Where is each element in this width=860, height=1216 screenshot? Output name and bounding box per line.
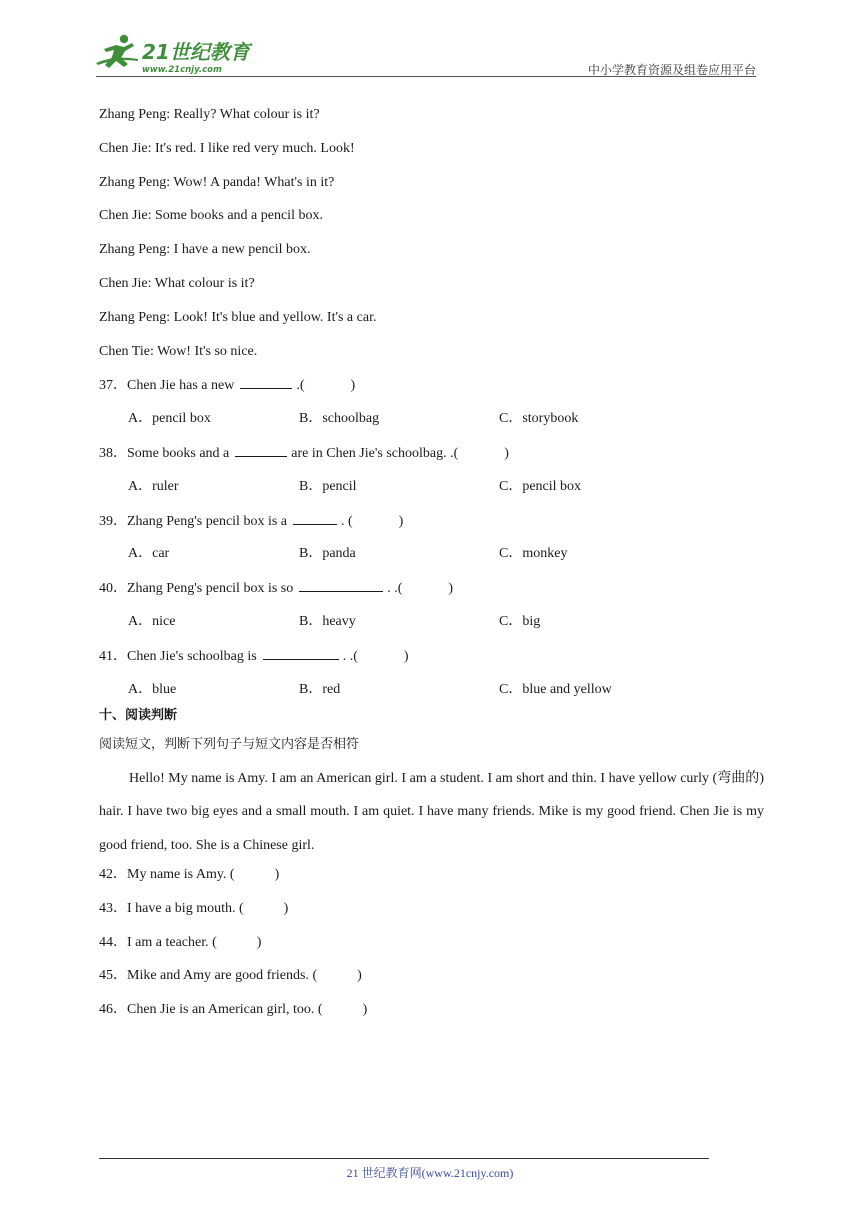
- question-text-after: . .(: [342, 648, 358, 664]
- judgment-text: My name is Amy. (: [127, 866, 235, 882]
- footer-divider: [99, 1158, 709, 1159]
- option-c[interactable]: C．storybook: [499, 411, 579, 427]
- option-b[interactable]: B．heavy: [299, 613, 356, 629]
- dialogue-line: Chen Jie: What colour is it?: [99, 275, 255, 291]
- paren-close: ): [274, 866, 280, 882]
- platform-name: 中小学教育资源及组卷应用平台: [587, 63, 756, 77]
- question-number: 38．: [99, 445, 127, 461]
- dialogue: [99, 103, 764, 373]
- question-text-after: are in Chen Jie's schoolbag. .(: [291, 445, 459, 461]
- header-divider: [96, 76, 756, 77]
- paren-close: ): [448, 581, 454, 597]
- option-a[interactable]: A．car: [128, 546, 170, 562]
- page-content: [99, 103, 764, 1032]
- option-b[interactable]: B．panda: [299, 546, 356, 562]
- answer-blank[interactable]: [235, 441, 287, 457]
- option-c[interactable]: C．monkey: [499, 546, 568, 562]
- options-40: [99, 610, 764, 644]
- question-number: 40．: [99, 581, 127, 597]
- answer-blank[interactable]: [240, 373, 292, 389]
- question-text-after: . (: [341, 513, 353, 529]
- answer-blank[interactable]: [263, 644, 339, 660]
- question-41: [99, 644, 764, 678]
- dialogue-line: Zhang Peng: Really? What colour is it?: [99, 107, 320, 122]
- question-number: 43．: [99, 900, 127, 916]
- option-b[interactable]: B．red: [299, 681, 341, 697]
- paren-close: ): [350, 378, 356, 394]
- question-text: Chen Jie has a new: [127, 378, 235, 394]
- question-39: [99, 509, 764, 543]
- paren-close: ): [398, 513, 404, 529]
- judgment-44: [99, 931, 764, 965]
- question-text: Some books and a: [127, 445, 230, 461]
- question-40: [99, 576, 764, 610]
- question-text: Zhang Peng's pencil box is a: [127, 513, 287, 529]
- question-38: [99, 441, 764, 475]
- option-a[interactable]: A．pencil box: [128, 411, 211, 427]
- paren-close: ): [504, 445, 509, 461]
- question-number: 39．: [99, 513, 127, 529]
- options-38: [99, 475, 764, 509]
- question-number: 37．: [99, 378, 127, 394]
- question-text: Chen Jie's schoolbag is: [127, 648, 257, 664]
- paren-close: ): [256, 934, 262, 950]
- dialogue-line: Zhang Peng: I have a new pencil box.: [99, 242, 311, 258]
- option-a[interactable]: A．ruler: [128, 478, 179, 494]
- option-c[interactable]: C．pencil box: [499, 478, 582, 494]
- options-37: [99, 407, 764, 441]
- option-c[interactable]: C．big: [499, 613, 541, 629]
- judgment-text: Chen Jie is an American girl, too. (: [127, 1002, 323, 1018]
- dialogue-line: Chen Jie: It's red. I like red very much. Look!: [99, 140, 355, 156]
- answer-blank[interactable]: [293, 509, 337, 525]
- option-b[interactable]: B．pencil: [299, 478, 357, 494]
- question-number: 46．: [99, 1002, 127, 1018]
- section-instruction: 阅读短文，判断下列句子与短文内容是否相符: [99, 736, 360, 752]
- question-text: Zhang Peng's pencil box is so: [127, 581, 294, 597]
- options-39: [99, 542, 764, 576]
- section-title: 十、阅读判断: [99, 707, 178, 723]
- judgment-45: [99, 964, 764, 998]
- page-header: [0, 0, 860, 80]
- dialogue-line: Chen Jie: Some books and a pencil box.: [99, 208, 323, 224]
- footer-link[interactable]: 21 世纪教育网(www.21cnjy.com): [346, 1166, 514, 1180]
- judgment-text: I am a teacher. (: [127, 934, 217, 950]
- option-a[interactable]: A．blue: [128, 681, 177, 697]
- question-37: [99, 373, 764, 407]
- judgment-text: Mike and Amy are good friends. (: [127, 968, 318, 984]
- judgment-text: I have a big mouth. (: [127, 900, 244, 916]
- judgment-46: [99, 998, 764, 1032]
- option-c[interactable]: C．blue and yellow: [499, 681, 612, 697]
- judgment-42: [99, 863, 764, 897]
- option-b[interactable]: B．schoolbag: [299, 411, 380, 427]
- question-text-after: . .(: [387, 581, 403, 597]
- question-number: 44．: [99, 934, 127, 950]
- question-number: 41．: [99, 648, 127, 664]
- dialogue-line: Zhang Peng: Look! It's blue and yellow. It's a car.: [99, 309, 377, 325]
- option-a[interactable]: A．nice: [128, 613, 176, 629]
- logo-url: www.21cnjy.com: [142, 65, 222, 75]
- paren-close: ): [362, 1002, 368, 1018]
- question-text-after: .(: [296, 378, 305, 394]
- question-number: 45．: [99, 968, 127, 984]
- paren-close: ): [283, 900, 289, 916]
- logo-text: 21世纪教育: [142, 40, 250, 64]
- reading-passage: Hello! My name is Amy. I am an American girl. I am a student. I am short and thin. I have yellow curly (弯曲的) hair. I have two big eyes and a small mouth. I am quiet. I have many friends. Mike is my good friend. Chen Jie is my good friend, too. She is a Chinese girl.: [99, 770, 764, 854]
- dialogue-line: Zhang Peng: Wow! A panda! What's in it?: [99, 174, 335, 190]
- options-41: [99, 678, 764, 704]
- paren-close: ): [357, 968, 362, 984]
- judgment-43: [99, 897, 764, 931]
- paren-close: ): [403, 648, 409, 664]
- 21cnjy-logo: [94, 33, 264, 77]
- question-number: 42．: [99, 866, 127, 882]
- dialogue-line: Chen Tie: Wow! It's so nice.: [99, 343, 258, 359]
- answer-blank[interactable]: [299, 576, 383, 592]
